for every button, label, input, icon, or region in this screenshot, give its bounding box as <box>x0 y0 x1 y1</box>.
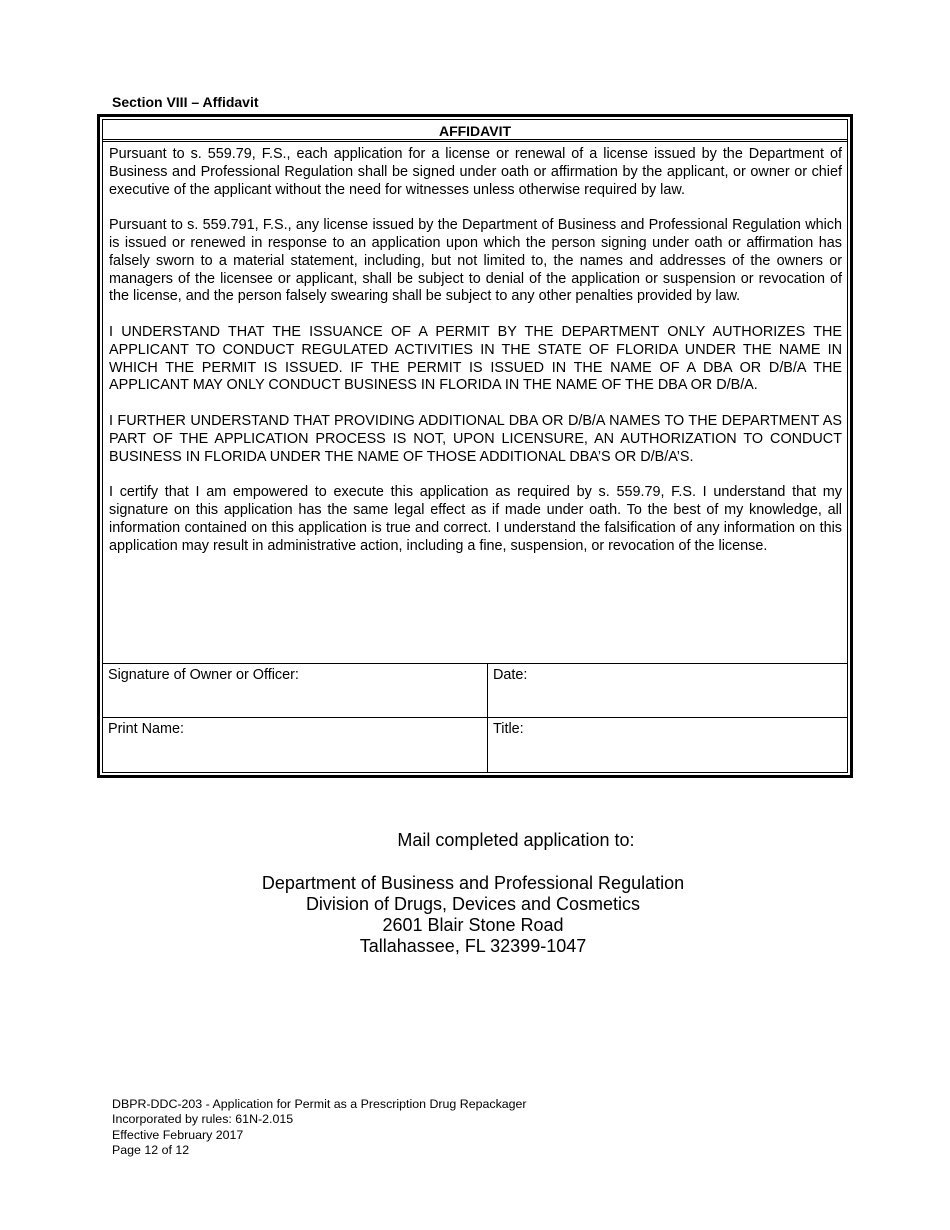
footer-page-number: Page 12 of 12 <box>112 1143 190 1158</box>
address-line-city: Tallahassee, FL 32399-1047 <box>359 936 587 956</box>
affidavit-paragraph-2: Pursuant to s. 559.791, F.S., any license issued by the Department of Business and Professional Regulation which is issued or renewed in response to an application upon which the person signing under oath or affirmation has falsely sworn to a material statement, including, but not limited to, the names and addresses of the owners or managers of the licensee or applicant, shall be subject to denial of the application or suspension or revocation of the license, and the person falsely swearing shall be subject to any other penalties provided by law. <box>109 217 842 305</box>
affidavit-paragraph-1: Pursuant to s. 559.79, F.S., each application for a license or renewal of a license issued by the Department of Business and Professional Regulation shall be signed under oath or affirmation by the applicant, or owner or chief executive of the applicant without the need for witnesses unless otherwise required by law. <box>109 146 842 198</box>
footer-form-id: DBPR-DDC-203 - Application for Permit as a Prescription Drug Repackager <box>112 1097 527 1111</box>
address-line-street: 2601 Blair Stone Road <box>382 915 564 935</box>
mailing-address <box>0 873 948 957</box>
section-heading: Section VIII – Affidavit <box>112 94 259 110</box>
address-line-division: Division of Drugs, Devices and Cosmetics <box>305 894 641 914</box>
title-label: Title: <box>493 721 524 737</box>
mailing-address-block <box>0 830 950 957</box>
affidavit-paragraph-4: I FURTHER UNDERSTAND THAT PROVIDING ADDITIONAL DBA OR D/B/A NAMES TO THE DEPARTMENT AS PART OF THE APPLICATION PROCESS IS NOT, UPON LICENSURE, AN AUTHORIZATION TO CONDUCT BUSINESS IN FLORIDA UNDER THE NAME OF THOSE ADDITIONAL DBA’S OR D/B/A’S. <box>109 412 842 465</box>
signature-field[interactable] <box>103 664 488 718</box>
title-field[interactable] <box>488 718 847 772</box>
signature-label: Signature of Owner or Officer: <box>108 667 299 683</box>
print-name-field[interactable] <box>103 718 488 772</box>
affidavit-box <box>97 114 853 778</box>
footer-effective-date: Effective February 2017 <box>112 1127 244 1142</box>
date-label: Date: <box>493 667 528 683</box>
date-field[interactable] <box>488 664 847 718</box>
address-line-department: Department of Business and Professional Regulation <box>261 873 685 893</box>
form-footer <box>112 1097 527 1159</box>
signature-grid <box>103 663 847 772</box>
affidavit-text <box>103 142 847 555</box>
print-name-label: Print Name: <box>108 721 184 737</box>
affidavit-paragraph-3: I UNDERSTAND THAT THE ISSUANCE OF A PERMIT BY THE DEPARTMENT ONLY AUTHORIZES THE APPLICANT TO CONDUCT REGULATED ACTIVITIES IN THE STATE OF FLORIDA UNDER THE NAME IN WHICH THE PERMIT IS ISSUED. IF THE PERMIT IS ISSUED IN THE NAME OF A DBA OR D/B/A THE APPLICANT MAY ONLY CONDUCT BUSINESS IN FLORIDA IN THE NAME OF THE DBA OR D/B/A. <box>109 323 842 394</box>
affidavit-title: AFFIDAVIT <box>103 120 847 142</box>
footer-rules: Incorporated by rules: 61N-2.015 <box>112 1112 294 1127</box>
affidavit-paragraph-5: I certify that I am empowered to execute this application as required by s. 559.79, F.S. I understand that my signature on this application has the same legal effect as if made under oath. To the best of my knowledge, all information contained on this application is true and correct. I understand the falsification of any information on this application may result in administrative action, including a fine, suspension, or revocation of the license. <box>109 484 842 554</box>
affidavit-inner-frame <box>102 119 848 773</box>
mail-heading: Mail completed application to: <box>397 830 635 850</box>
